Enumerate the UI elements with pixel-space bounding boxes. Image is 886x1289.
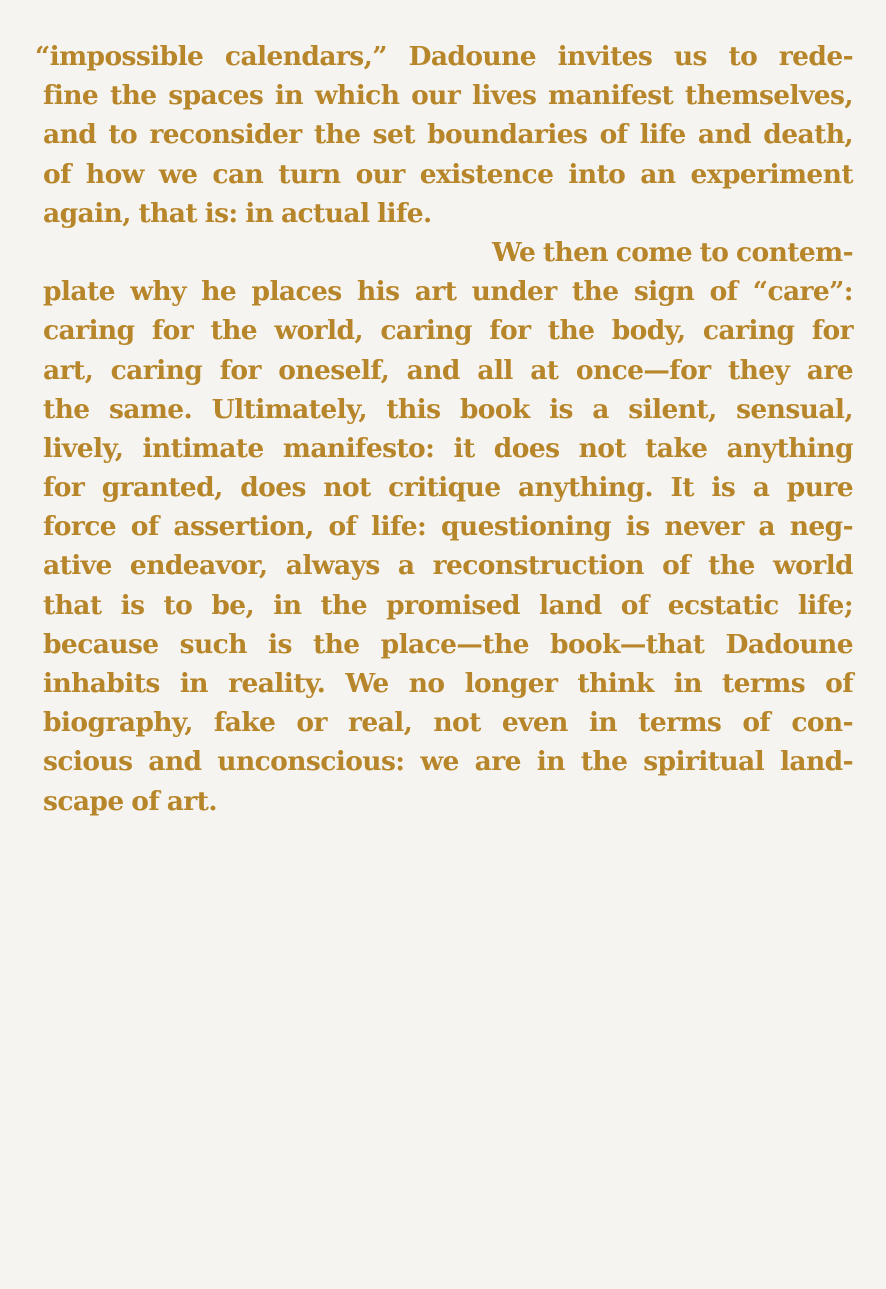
paragraph-1-line: fine the spaces in which our lives manifest themselves, (43, 80, 853, 112)
paragraph-2-line: inhabits in reality. We no longer think in terms of (43, 668, 853, 699)
paragraph-2-line: art, caring for oneself, and all at once—for they are (43, 354, 853, 386)
body-text (35, 37, 853, 821)
paragraph-2-line: for granted, does not critique anything. It is a pure (43, 472, 853, 504)
paragraph-2-line: caring for the world, caring for the body, caring for (43, 315, 853, 347)
paragraph-1-line: of how we can turn our existence into an experiment (43, 158, 853, 190)
paragraph-2-line: plate why he places his art under the sign of “care”: (43, 276, 853, 308)
paragraph-2-line: the same. Ultimately, this book is a silent, sensual, (43, 393, 853, 425)
paragraph-2-line: that is to be, in the promised land of ecstatic life; (43, 589, 853, 621)
paragraph-2-line: scape of art. (43, 785, 217, 817)
paragraph-2-line: lively, intimate manifesto: it does not take anything (43, 432, 853, 464)
paragraph-2-line: biography, fake or real, not even in terms of con- (43, 707, 853, 739)
paragraph-1-line: “impossible calendars,” Dadoune invites us to rede- (35, 41, 853, 72)
paragraph-1-line: and to reconsider the set boundaries of life and death, (43, 119, 853, 151)
paragraph-2-line: We then come to contem- (491, 236, 853, 268)
paragraph-2-line: force of assertion, of life: questioning is never a neg- (43, 511, 853, 543)
paragraph-2-line: ative endeavor, always a reconstruction of the world (43, 550, 853, 582)
paragraph-1-line: again, that is: in actual life. (43, 197, 432, 229)
paragraph-2-line: scious and unconscious: we are in the spiritual land- (43, 746, 853, 778)
paragraph-2-line: because such is the place—the book—that Dadoune (43, 628, 853, 660)
